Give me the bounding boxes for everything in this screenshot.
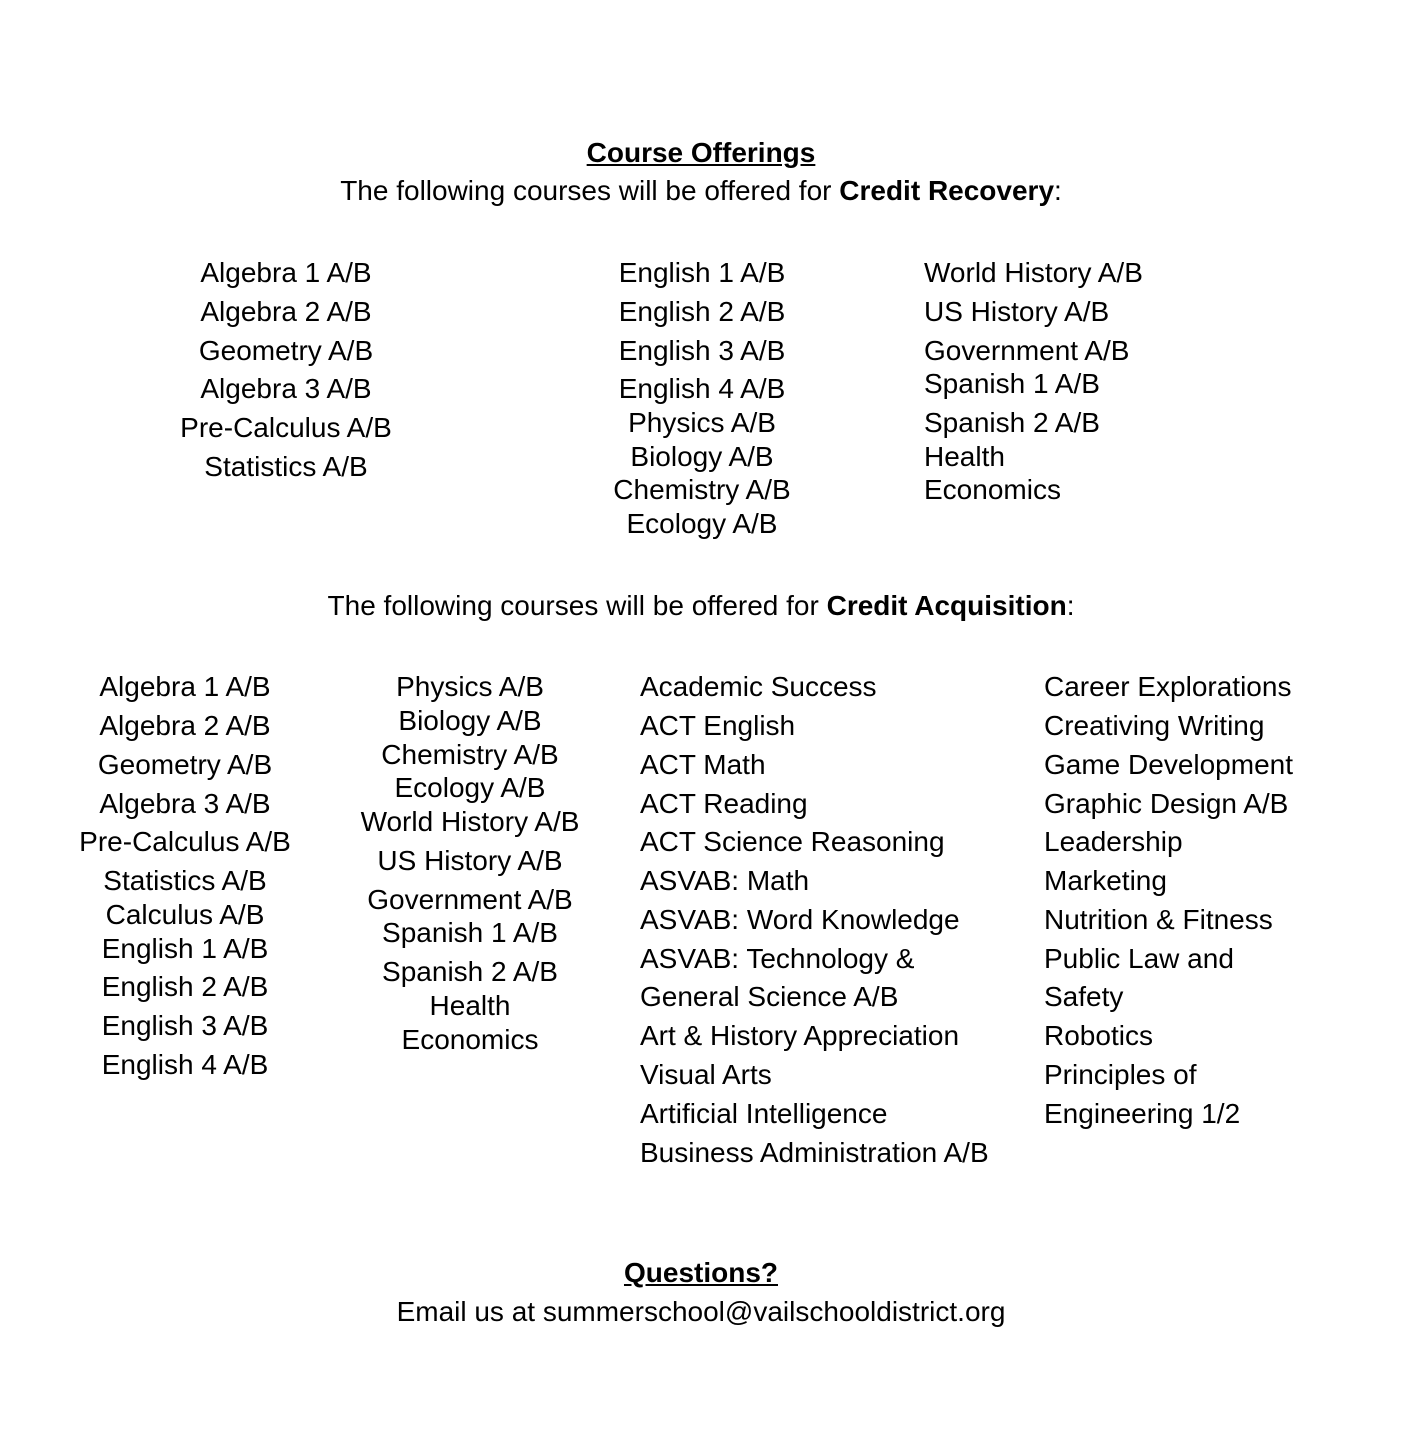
- course-item: Game Development: [1044, 749, 1294, 780]
- course-item: World History A/B: [360, 806, 580, 837]
- course-item: Public Law and: [1044, 943, 1234, 974]
- course-item: Nutrition & Fitness: [1044, 904, 1273, 935]
- course-item: English 4 A/B: [101, 1049, 269, 1080]
- course-item: English 1 A/B: [101, 933, 269, 964]
- course-item: Geometry A/B: [198, 335, 374, 366]
- course-item: Academic Success: [640, 671, 877, 702]
- course-item: Economics: [401, 1024, 539, 1055]
- course-item: ACT English: [640, 710, 796, 741]
- course-item: Ecology A/B: [394, 772, 546, 803]
- course-item: ACT Math: [640, 749, 766, 780]
- course-item: Spanish 1 A/B: [382, 917, 558, 948]
- course-item: Physics A/B: [396, 671, 544, 702]
- course-item: Government A/B: [367, 884, 573, 915]
- course-item: English 3 A/B: [618, 335, 786, 366]
- intro-prefix: The following courses will be offered for: [327, 590, 827, 621]
- course-item: Spanish 2 A/B: [382, 956, 558, 987]
- course-item: English 2 A/B: [618, 296, 786, 327]
- course-item: Geometry A/B: [97, 749, 273, 780]
- course-item: English 4 A/B: [618, 373, 786, 404]
- course-item: Ecology A/B: [626, 508, 778, 539]
- intro-prefix: The following courses will be offered for: [340, 175, 840, 206]
- contact-line: Email us at summerschool@vailschooldistrict.org: [396, 1296, 1006, 1327]
- course-item: Algebra 3 A/B: [99, 788, 271, 819]
- course-item: Economics: [924, 474, 1061, 505]
- credit-acquisition-intro: [0, 590, 1402, 622]
- course-item: ACT Science Reasoning: [640, 826, 945, 857]
- course-item: Algebra 1 A/B: [99, 671, 271, 702]
- course-item: World History A/B: [924, 257, 1143, 288]
- course-item: Calculus A/B: [105, 899, 265, 930]
- course-item: Algebra 3 A/B: [200, 373, 372, 404]
- course-item: Health: [924, 441, 1005, 472]
- intro-suffix: :: [1066, 590, 1075, 621]
- course-item: US History A/B: [924, 296, 1110, 327]
- course-item: Engineering 1/2: [1044, 1098, 1241, 1129]
- course-item: Career Explorations: [1044, 671, 1292, 702]
- course-item: US History A/B: [377, 845, 563, 876]
- course-item: Art & History Appreciation: [640, 1020, 960, 1051]
- course-item: Algebra 2 A/B: [99, 710, 271, 741]
- course-item: Business Administration A/B: [640, 1137, 989, 1168]
- course-item: Pre-Calculus A/B: [79, 826, 291, 857]
- course-item: Safety: [1044, 981, 1124, 1012]
- course-item: ACT Reading: [640, 788, 808, 819]
- course-item: Artificial Intelligence: [640, 1098, 888, 1129]
- course-item: Visual Arts: [640, 1059, 772, 1090]
- course-item: Chemistry A/B: [381, 739, 559, 770]
- course-item: Spanish 1 A/B: [924, 368, 1100, 399]
- course-item: Government A/B: [924, 335, 1130, 366]
- questions-heading: Questions?: [623, 1257, 778, 1288]
- course-item: Chemistry A/B: [613, 474, 791, 505]
- course-item: ASVAB: Math: [640, 865, 810, 896]
- course-item: Pre-Calculus A/B: [180, 412, 392, 443]
- course-item: Biology A/B: [398, 705, 542, 736]
- course-item: English 1 A/B: [618, 257, 786, 288]
- credit-recovery-intro: [0, 175, 1402, 207]
- course-item: ASVAB: Technology &: [640, 943, 915, 974]
- course-item: Creativing Writing: [1044, 710, 1265, 741]
- course-item: English 3 A/B: [101, 1010, 269, 1041]
- course-item: Health: [429, 990, 511, 1021]
- course-item: Statistics A/B: [103, 865, 267, 896]
- course-item: Graphic Design A/B: [1044, 788, 1289, 819]
- course-item: English 2 A/B: [101, 971, 269, 1002]
- course-item: Algebra 2 A/B: [200, 296, 372, 327]
- course-item: Spanish 2 A/B: [924, 407, 1100, 438]
- page-title: Course Offerings: [586, 137, 816, 168]
- course-item: ASVAB: Word Knowledge: [640, 904, 960, 935]
- course-item: Physics A/B: [628, 407, 776, 438]
- course-item: Principles of: [1044, 1059, 1197, 1090]
- intro-bold: Credit Acquisition: [826, 590, 1067, 621]
- course-item: General Science A/B: [640, 981, 899, 1012]
- course-item: Leadership: [1044, 826, 1183, 857]
- course-item: Robotics: [1044, 1020, 1153, 1051]
- course-item: Statistics A/B: [204, 451, 368, 482]
- intro-suffix: :: [1054, 175, 1062, 206]
- intro-bold: Credit Recovery: [839, 175, 1055, 206]
- course-item: Marketing: [1044, 865, 1167, 896]
- course-item: Biology A/B: [630, 441, 774, 472]
- course-item: Algebra 1 A/B: [200, 257, 372, 288]
